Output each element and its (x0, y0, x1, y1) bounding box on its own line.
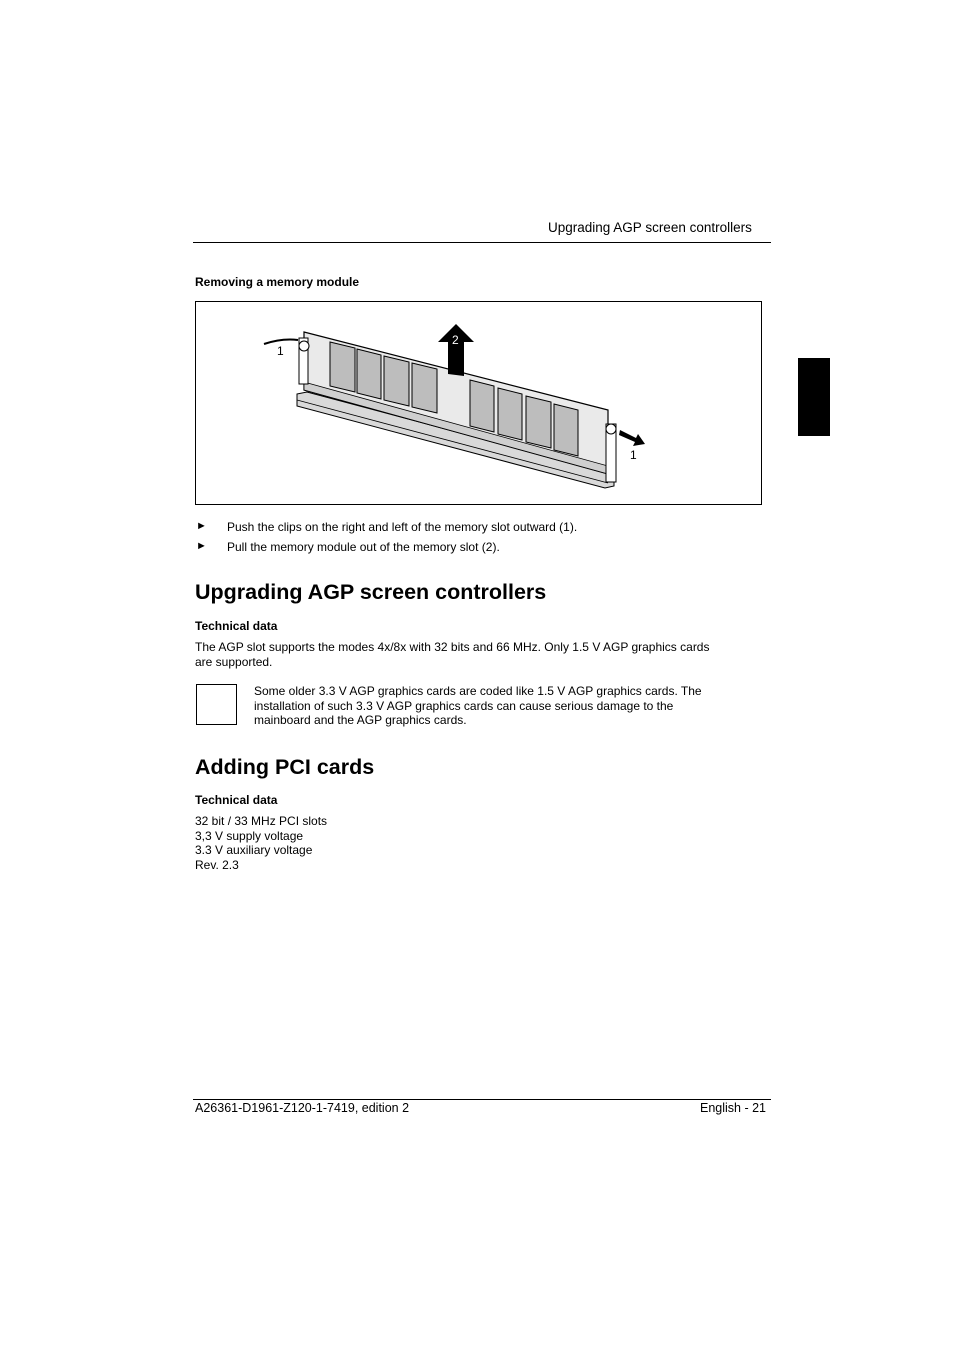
footer-divider (193, 1099, 771, 1100)
step-text: Push the clips on the right and left of the memory slot outward (1). (227, 520, 578, 534)
callout-clip-left: 1 (277, 344, 284, 358)
arrow-right-clip (619, 430, 645, 446)
agp-heading: Upgrading AGP screen controllers (195, 580, 547, 604)
note-icon-box (196, 684, 237, 725)
note-line: Some older 3.3 V AGP graphics cards are coded like 1.5 V AGP graphics cards. The (254, 684, 702, 698)
bullet-arrow: ► (196, 520, 207, 532)
agp-paragraph (195, 640, 709, 669)
paragraph-line: The AGP slot supports the modes 4x/8x with 32 bits and 66 MHz. Only 1.5 V AGP graphics cards (195, 640, 710, 654)
note-line: mainboard and the AGP graphics cards. (254, 713, 467, 727)
paragraph-line: are supported. (195, 654, 273, 669)
callout-module: 2 (452, 333, 459, 347)
agp-technical-data-subheading: Technical data (195, 619, 278, 633)
note-line: installation of such 3.3 V AGP graphics cards can cause serious damage to the (254, 698, 674, 713)
pci-technical-data-subheading: Technical data (195, 793, 278, 807)
header-divider (193, 242, 771, 243)
pci-spec-list (195, 814, 327, 872)
chapter-thumb-tab (798, 358, 830, 436)
spec-item: 32 bit / 33 MHz PCI slots (195, 814, 328, 828)
callout-clip-right: 1 (630, 448, 637, 462)
memory-module-illustration (196, 302, 761, 504)
removing-memory-subheading: Removing a memory module (195, 275, 360, 289)
bullet-arrow: ► (196, 540, 207, 552)
pci-heading: Adding PCI cards (195, 755, 375, 779)
running-header: Upgrading AGP screen controllers (548, 220, 752, 235)
document-id: A26361-D1961-Z120-1-7419, edition 2 (195, 1101, 410, 1115)
page-number: English - 21 (700, 1101, 767, 1115)
memory-module-figure (195, 301, 762, 505)
agp-note (254, 684, 702, 728)
spec-item: 3.3 V auxiliary voltage (195, 843, 313, 857)
step-text: Pull the memory module out of the memory slot (2). (227, 540, 500, 554)
spec-item: Rev. 2.3 (195, 857, 239, 872)
spec-item: 3,3 V supply voltage (195, 828, 304, 843)
